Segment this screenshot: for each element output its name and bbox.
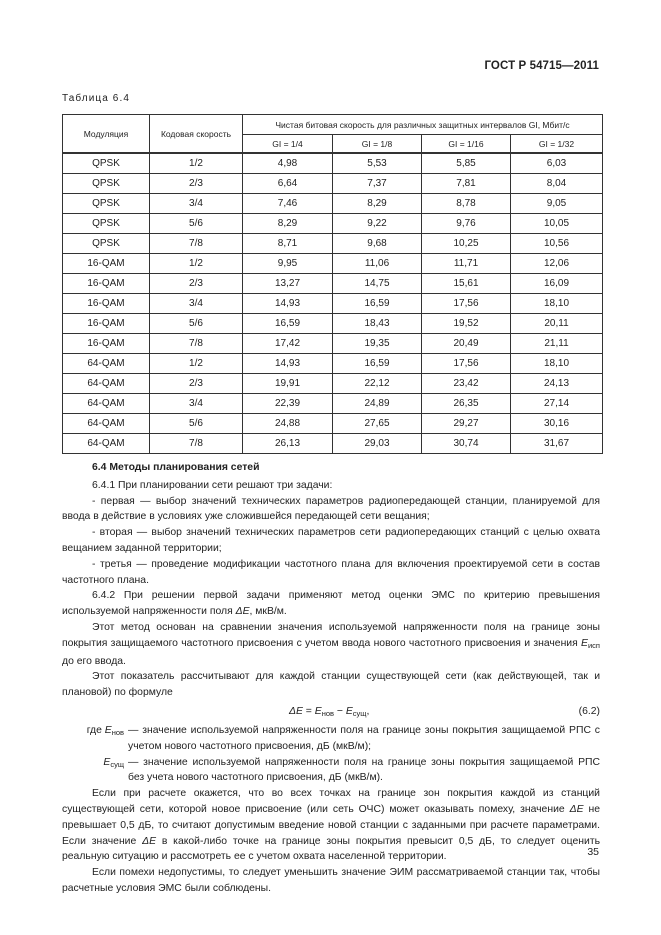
table-cell: 17,56 bbox=[422, 294, 511, 314]
header-code-rate: Кодовая скорость bbox=[150, 115, 243, 154]
header-gi-1-32: GI = 1/32 bbox=[511, 135, 603, 154]
table-cell: 1/2 bbox=[150, 354, 243, 374]
table-cell: 19,52 bbox=[422, 314, 511, 334]
table-cell: 24,88 bbox=[243, 414, 333, 434]
table-cell: 30,16 bbox=[511, 414, 603, 434]
table-row bbox=[63, 354, 603, 374]
header-modulation: Модуляция bbox=[63, 115, 150, 154]
table-cell: 7/8 bbox=[150, 334, 243, 354]
table-cell: 31,67 bbox=[511, 434, 603, 454]
table-cell: 64-QAM bbox=[63, 394, 150, 414]
table-cell: 64-QAM bbox=[63, 374, 150, 394]
header-bitrate-group: Чистая битовая скорость для различных защитных интервалов GI, Мбит/с bbox=[243, 115, 603, 135]
definition-text: — значение используемой напряженности поля на границе зоны покрытия защищаемой РПС без учета нового частотного присвоения, дБ (мкВ/м). bbox=[128, 756, 600, 784]
table-cell: 7,81 bbox=[422, 174, 511, 194]
table-cell: 19,35 bbox=[333, 334, 422, 354]
header-gi-1-8: GI = 1/8 bbox=[333, 135, 422, 154]
table-cell: 5,85 bbox=[422, 153, 511, 174]
table-cell: 6,03 bbox=[511, 153, 603, 174]
paragraph-6-4-1: 6.4.1 При планировании сети решают три задачи: bbox=[92, 479, 333, 491]
table-cell: 22,12 bbox=[333, 374, 422, 394]
table-row bbox=[63, 394, 603, 414]
table-cell: 5/6 bbox=[150, 414, 243, 434]
table-cell: 14,93 bbox=[243, 294, 333, 314]
table-cell: 3/4 bbox=[150, 194, 243, 214]
list-item-third-task: - третья — проведение модификации частотного плана для включения проектируемой сети в состав частотного плана. bbox=[62, 558, 600, 586]
definition-e-sushch bbox=[62, 755, 600, 787]
table-cell: 23,42 bbox=[422, 374, 511, 394]
page-number: 35 bbox=[587, 846, 599, 858]
table-cell: 8,29 bbox=[243, 214, 333, 234]
table-cell: 16-QAM bbox=[63, 274, 150, 294]
table-cell: 6,64 bbox=[243, 174, 333, 194]
table-cell: 24,13 bbox=[511, 374, 603, 394]
table-cell: 3/4 bbox=[150, 294, 243, 314]
table-cell: 10,05 bbox=[511, 214, 603, 234]
table-cell: 20,49 bbox=[422, 334, 511, 354]
formula-6-2 bbox=[62, 701, 600, 723]
formula-number: (6.2) bbox=[578, 705, 600, 717]
table-cell: QPSK bbox=[63, 153, 150, 174]
table-cell: 5,53 bbox=[333, 153, 422, 174]
document-id: ГОСТ Р 54715—2011 bbox=[484, 60, 599, 72]
table-cell: 29,03 bbox=[333, 434, 422, 454]
definition-term: где $E_{нов}$ bbox=[86, 724, 124, 737]
table-cell: 2/3 bbox=[150, 274, 243, 294]
table-cell: 5/6 bbox=[150, 314, 243, 334]
table-cell: 1/2 bbox=[150, 153, 243, 174]
table-cell: 30,74 bbox=[422, 434, 511, 454]
table-cell: 1/2 bbox=[150, 254, 243, 274]
formula-expression: $\Delta E = E_{нов} - E_{сущ}$, bbox=[289, 705, 370, 718]
table-cell: 9,76 bbox=[422, 214, 511, 234]
table-cell: 8,78 bbox=[422, 194, 511, 214]
section-title: 6.4 Методы планирования сетей bbox=[92, 462, 260, 473]
table-row bbox=[63, 153, 603, 174]
table-cell: 7,46 bbox=[243, 194, 333, 214]
table-caption: Таблица 6.4 bbox=[62, 93, 130, 104]
table-cell: 17,42 bbox=[243, 334, 333, 354]
table-cell: 8,71 bbox=[243, 234, 333, 254]
table-cell: 64-QAM bbox=[63, 414, 150, 434]
table-cell: QPSK bbox=[63, 174, 150, 194]
header-gi-1-4: GI = 1/4 bbox=[243, 135, 333, 154]
table-cell: 8,29 bbox=[333, 194, 422, 214]
table-cell: 27,14 bbox=[511, 394, 603, 414]
table-cell: 7,37 bbox=[333, 174, 422, 194]
table-cell: 16,09 bbox=[511, 274, 603, 294]
table-cell: 64-QAM bbox=[63, 434, 150, 454]
table-cell: 11,06 bbox=[333, 254, 422, 274]
table-cell: 13,27 bbox=[243, 274, 333, 294]
table-cell: 2/3 bbox=[150, 374, 243, 394]
paragraph-indicator: Этот показатель рассчитывают для каждой станции существующей сети (как действующей, так и плановой) по формуле bbox=[62, 671, 600, 699]
table-row bbox=[63, 374, 603, 394]
table-row bbox=[63, 194, 603, 214]
table-row bbox=[63, 174, 603, 194]
table-cell: 9,68 bbox=[333, 234, 422, 254]
table-cell: 10,56 bbox=[511, 234, 603, 254]
list-item-first-task: - первая — выбор значений технических параметров радиопередающей станции, планируемой для ввода в действие в условиях уже сложившейся передающей сети вещания; bbox=[62, 495, 600, 523]
table-row bbox=[63, 334, 603, 354]
table-cell: QPSK bbox=[63, 214, 150, 234]
table-row bbox=[63, 314, 603, 334]
paragraph-method: Этот метод основан на сравнении значения используемой напряженности поля на границе зоны покрытия защищаемого частотного присвоения с учетом ввода нового частотного присвоения и значения $E_{исп}$ до его ввода. bbox=[62, 621, 600, 667]
table-body bbox=[63, 153, 603, 454]
table-cell: 9,05 bbox=[511, 194, 603, 214]
paragraph-interference: Если помехи недопустимы, то следует уменьшить значение ЭИМ рассматриваемой станции так, чтобы расчетные условия ЭМС были соблюдены. bbox=[62, 867, 600, 894]
definition-text: — значение используемой напряженности поля на границе зоны покрытия защищаемой РПС с учетом нового частотного присвоения, дБ (мкВ/м); bbox=[128, 724, 600, 752]
table-cell: 16-QAM bbox=[63, 254, 150, 274]
table-cell: 64-QAM bbox=[63, 354, 150, 374]
table-cell: QPSK bbox=[63, 234, 150, 254]
table-cell: 9,95 bbox=[243, 254, 333, 274]
table-cell: 10,25 bbox=[422, 234, 511, 254]
table-cell: 21,11 bbox=[511, 334, 603, 354]
table-cell: 7/8 bbox=[150, 434, 243, 454]
table-cell: 12,06 bbox=[511, 254, 603, 274]
table-row bbox=[63, 294, 603, 314]
table-cell: 4,98 bbox=[243, 153, 333, 174]
table-cell: 16,59 bbox=[333, 294, 422, 314]
table-row bbox=[63, 214, 603, 234]
table-cell: 19,91 bbox=[243, 374, 333, 394]
table-cell: 2/3 bbox=[150, 174, 243, 194]
table-cell: 24,89 bbox=[333, 394, 422, 414]
table-cell: 18,10 bbox=[511, 294, 603, 314]
bitrate-table bbox=[62, 114, 603, 454]
paragraph-calculation: Если при расчете окажется, что во всех точках на границе зон покрытия каждой из станций существующей сети, которой новое присвоение (или сеть ОЧС) может оказывать помеху, значение ΔE не превышает 0,5 дБ, то считают допустимым введение новой станции с заданными при расчете параметрами. Если значение ΔE в какой-либо точке на границе зоны покрытия превысит 0,5 дБ, то следует оценить реальную ситуацию и рассмотреть ее с учетом охвата населенной территории. bbox=[62, 788, 601, 863]
list-item-second-task: - вторая — выбор значений технических параметров сети радиопередающих станций с целью охвата вещанием заданной территории; bbox=[62, 527, 600, 554]
table-cell: 18,10 bbox=[511, 354, 603, 374]
table-cell: 26,13 bbox=[243, 434, 333, 454]
table-cell: 20,11 bbox=[511, 314, 603, 334]
table-row bbox=[63, 234, 603, 254]
table-row bbox=[63, 434, 603, 454]
table-cell: 16,59 bbox=[243, 314, 333, 334]
table-cell: 7/8 bbox=[150, 234, 243, 254]
definition-e-nov bbox=[62, 723, 600, 755]
paragraph-6-4-2: 6.4.2 При решении первой задачи применяют метод оценки ЭМС по критерию превышения используемой напряженности поля ΔE, мкВ/м. bbox=[62, 590, 600, 618]
table-cell: 8,04 bbox=[511, 174, 603, 194]
table-cell: 26,35 bbox=[422, 394, 511, 414]
section-body bbox=[62, 460, 600, 897]
table-row bbox=[63, 254, 603, 274]
table-cell: 15,61 bbox=[422, 274, 511, 294]
table-cell: 9,22 bbox=[333, 214, 422, 234]
table-cell: 17,56 bbox=[422, 354, 511, 374]
table-cell: 14,93 bbox=[243, 354, 333, 374]
table-row bbox=[63, 274, 603, 294]
table-cell: 5/6 bbox=[150, 214, 243, 234]
table-cell: 16-QAM bbox=[63, 334, 150, 354]
header-gi-1-16: GI = 1/16 bbox=[422, 135, 511, 154]
table-cell: 3/4 bbox=[150, 394, 243, 414]
table-row bbox=[63, 414, 603, 434]
table-cell: 18,43 bbox=[333, 314, 422, 334]
table-cell: 22,39 bbox=[243, 394, 333, 414]
definition-term: $E_{сущ}$ bbox=[103, 756, 124, 769]
table-cell: 27,65 bbox=[333, 414, 422, 434]
table-cell: 16-QAM bbox=[63, 314, 150, 334]
table-cell: 16-QAM bbox=[63, 294, 150, 314]
table-cell: 14,75 bbox=[333, 274, 422, 294]
table-cell: 29,27 bbox=[422, 414, 511, 434]
table-cell: QPSK bbox=[63, 194, 150, 214]
table-cell: 11,71 bbox=[422, 254, 511, 274]
table-cell: 16,59 bbox=[333, 354, 422, 374]
